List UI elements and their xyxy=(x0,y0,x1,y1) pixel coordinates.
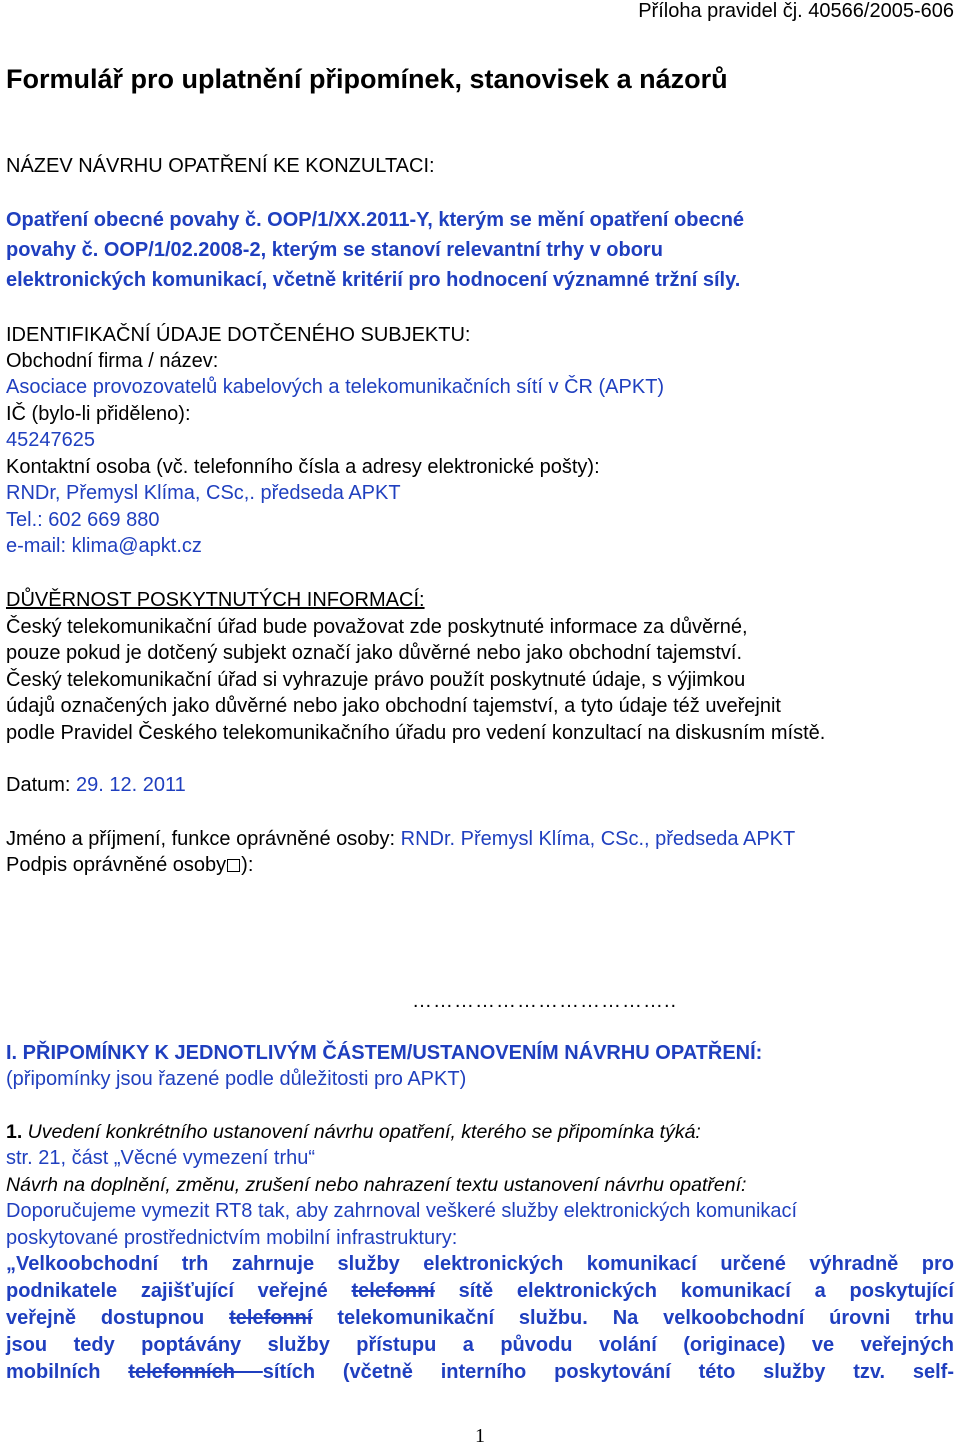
struck-word: telefonní xyxy=(229,1307,313,1329)
document-reference: Příloha pravidel čj. 40566/2005-606 xyxy=(638,0,954,22)
signatory-name-value: RNDr. Přemysl Klíma, CSc. xyxy=(400,828,645,850)
confidentiality-line: podle Pravidel Českého telekomunikačního úřadu pro vedení konzultací na diskusním místě. xyxy=(6,722,826,744)
measure-title xyxy=(6,205,954,295)
proposal-text-line: poskytované prostřednictvím mobilní infrastruktury: xyxy=(6,1227,458,1249)
ic-label: IČ (bylo-li přiděleno): xyxy=(6,403,191,425)
proposal-quote-line: veřejně dostupnou telefonní telekomunikační službu. Na velkoobchodní úrovni trhu xyxy=(6,1307,954,1329)
proposal-quote-line: mobilních telefonních sítích (včetně interního poskytování této služby tzv. self- xyxy=(6,1361,955,1383)
contact-name: RNDr, Přemysl Klíma, CSc,. předseda APKT xyxy=(6,482,401,504)
page-number: 1 xyxy=(475,1425,485,1447)
confidentiality-heading: DŮVĚRNOST POSKYTNUTÝCH INFORMACÍ: xyxy=(6,589,425,611)
contact-phone: Tel.: 602 669 880 xyxy=(6,509,160,531)
measure-title-line-1: Opatření obecné povahy č. OOP/1/XX.2011-Y, kterým se mění opatření obecné xyxy=(6,209,745,231)
date-label: Datum: xyxy=(6,774,77,796)
measure-title-line-2: povahy č. OOP/1/02.2008-2, kterým se stanoví relevantní trhy v oboru xyxy=(6,239,663,261)
company-label: Obchodní firma / název: xyxy=(6,350,219,372)
measure-label: NÁZEV NÁVRHU OPATŘENÍ KE KONZULTACI: xyxy=(6,155,435,177)
contact-label: Kontaktní osoba (vč. telefonního čísla a adresy elektronické pošty): xyxy=(6,456,600,478)
proposal-label: Návrh na doplnění, změnu, zrušení nebo nahrazení textu ustanovení návrhu opatření: xyxy=(6,1174,747,1196)
signature-label: Podpis oprávněné osoby ): xyxy=(6,854,254,876)
signature-line: ……………………………….. xyxy=(412,990,678,1012)
signatory-name-field xyxy=(6,826,795,852)
company-value: Asociace provozovatelů kabelových a telekomunikačních sítí v ČR (APKT) xyxy=(6,376,665,398)
section-heading: I. PŘIPOMÍNKY K JEDNOTLIVÝM ČÁSTEM/USTANOVENÍM NÁVRHU OPATŘENÍ: xyxy=(6,1042,763,1064)
comment-item-label: Uvedení konkrétního ustanovení návrhu opatření, kterého se připomínka týká: xyxy=(22,1121,701,1143)
proposal-text-line: Doporučujeme vymezit RT8 tak, aby zahrnoval veškeré služby elektronických komunikací xyxy=(6,1200,798,1222)
signatory-name-label: Jméno a příjmení, funkce oprávněné osoby: xyxy=(6,828,401,850)
contact-email: e-mail: klima@apkt.cz xyxy=(6,535,202,557)
struck-word: telefonních xyxy=(128,1361,263,1383)
comment-item-reference: str. 21, část „Věcné vymezení trhu“ xyxy=(6,1147,316,1169)
confidentiality-line: údajů označených jako důvěrné nebo jako obchodní tajemství, a tyto údaje též uveřejnit xyxy=(6,695,781,717)
confidentiality-line: Český telekomunikační úřad si vyhrazuje právo použít poskytnuté údaje, s výjimkou xyxy=(6,669,746,691)
comment-item-header xyxy=(6,1119,701,1145)
proposal-quote-line: „Velkoobchodní trh zahrnuje služby elektronických komunikací určené výhradně pro xyxy=(6,1253,954,1275)
checkbox-square-icon xyxy=(227,859,240,872)
section-subheading: (připomínky jsou řazené podle důležitosti pro APKT) xyxy=(6,1068,467,1090)
measure-title-line-3: elektronických komunikací, včetně kritérií pro hodnocení významné tržní síly. xyxy=(6,269,741,291)
proposal-quote-line: jsou tedy poptávány služby přístupu a původu volání (originace) ve veřejných xyxy=(6,1334,954,1356)
confidentiality-line: pouze pokud je dotčený subjekt označí jako důvěrné nebo jako obchodní tajemství. xyxy=(6,642,743,664)
page-title: Formulář pro uplatnění připomínek, stanovisek a názorů xyxy=(6,64,728,94)
signatory-role: , předseda APKT xyxy=(644,828,796,850)
date-value: 29. 12. 2011 xyxy=(76,774,186,796)
confidentiality-line: Český telekomunikační úřad bude považovat zde poskytnuté informace za důvěrné, xyxy=(6,616,748,638)
date-field xyxy=(6,772,186,798)
identification-heading: IDENTIFIKAČNÍ ÚDAJE DOTČENÉHO SUBJEKTU: xyxy=(6,324,471,346)
proposal-quote-line: podnikatele zajišťující veřejné telefonní sítě elektronických komunikací a poskytující xyxy=(6,1280,954,1302)
struck-word: telefonní xyxy=(351,1280,435,1302)
comment-number: 1. xyxy=(6,1121,23,1143)
ic-value: 45247625 xyxy=(6,429,95,451)
